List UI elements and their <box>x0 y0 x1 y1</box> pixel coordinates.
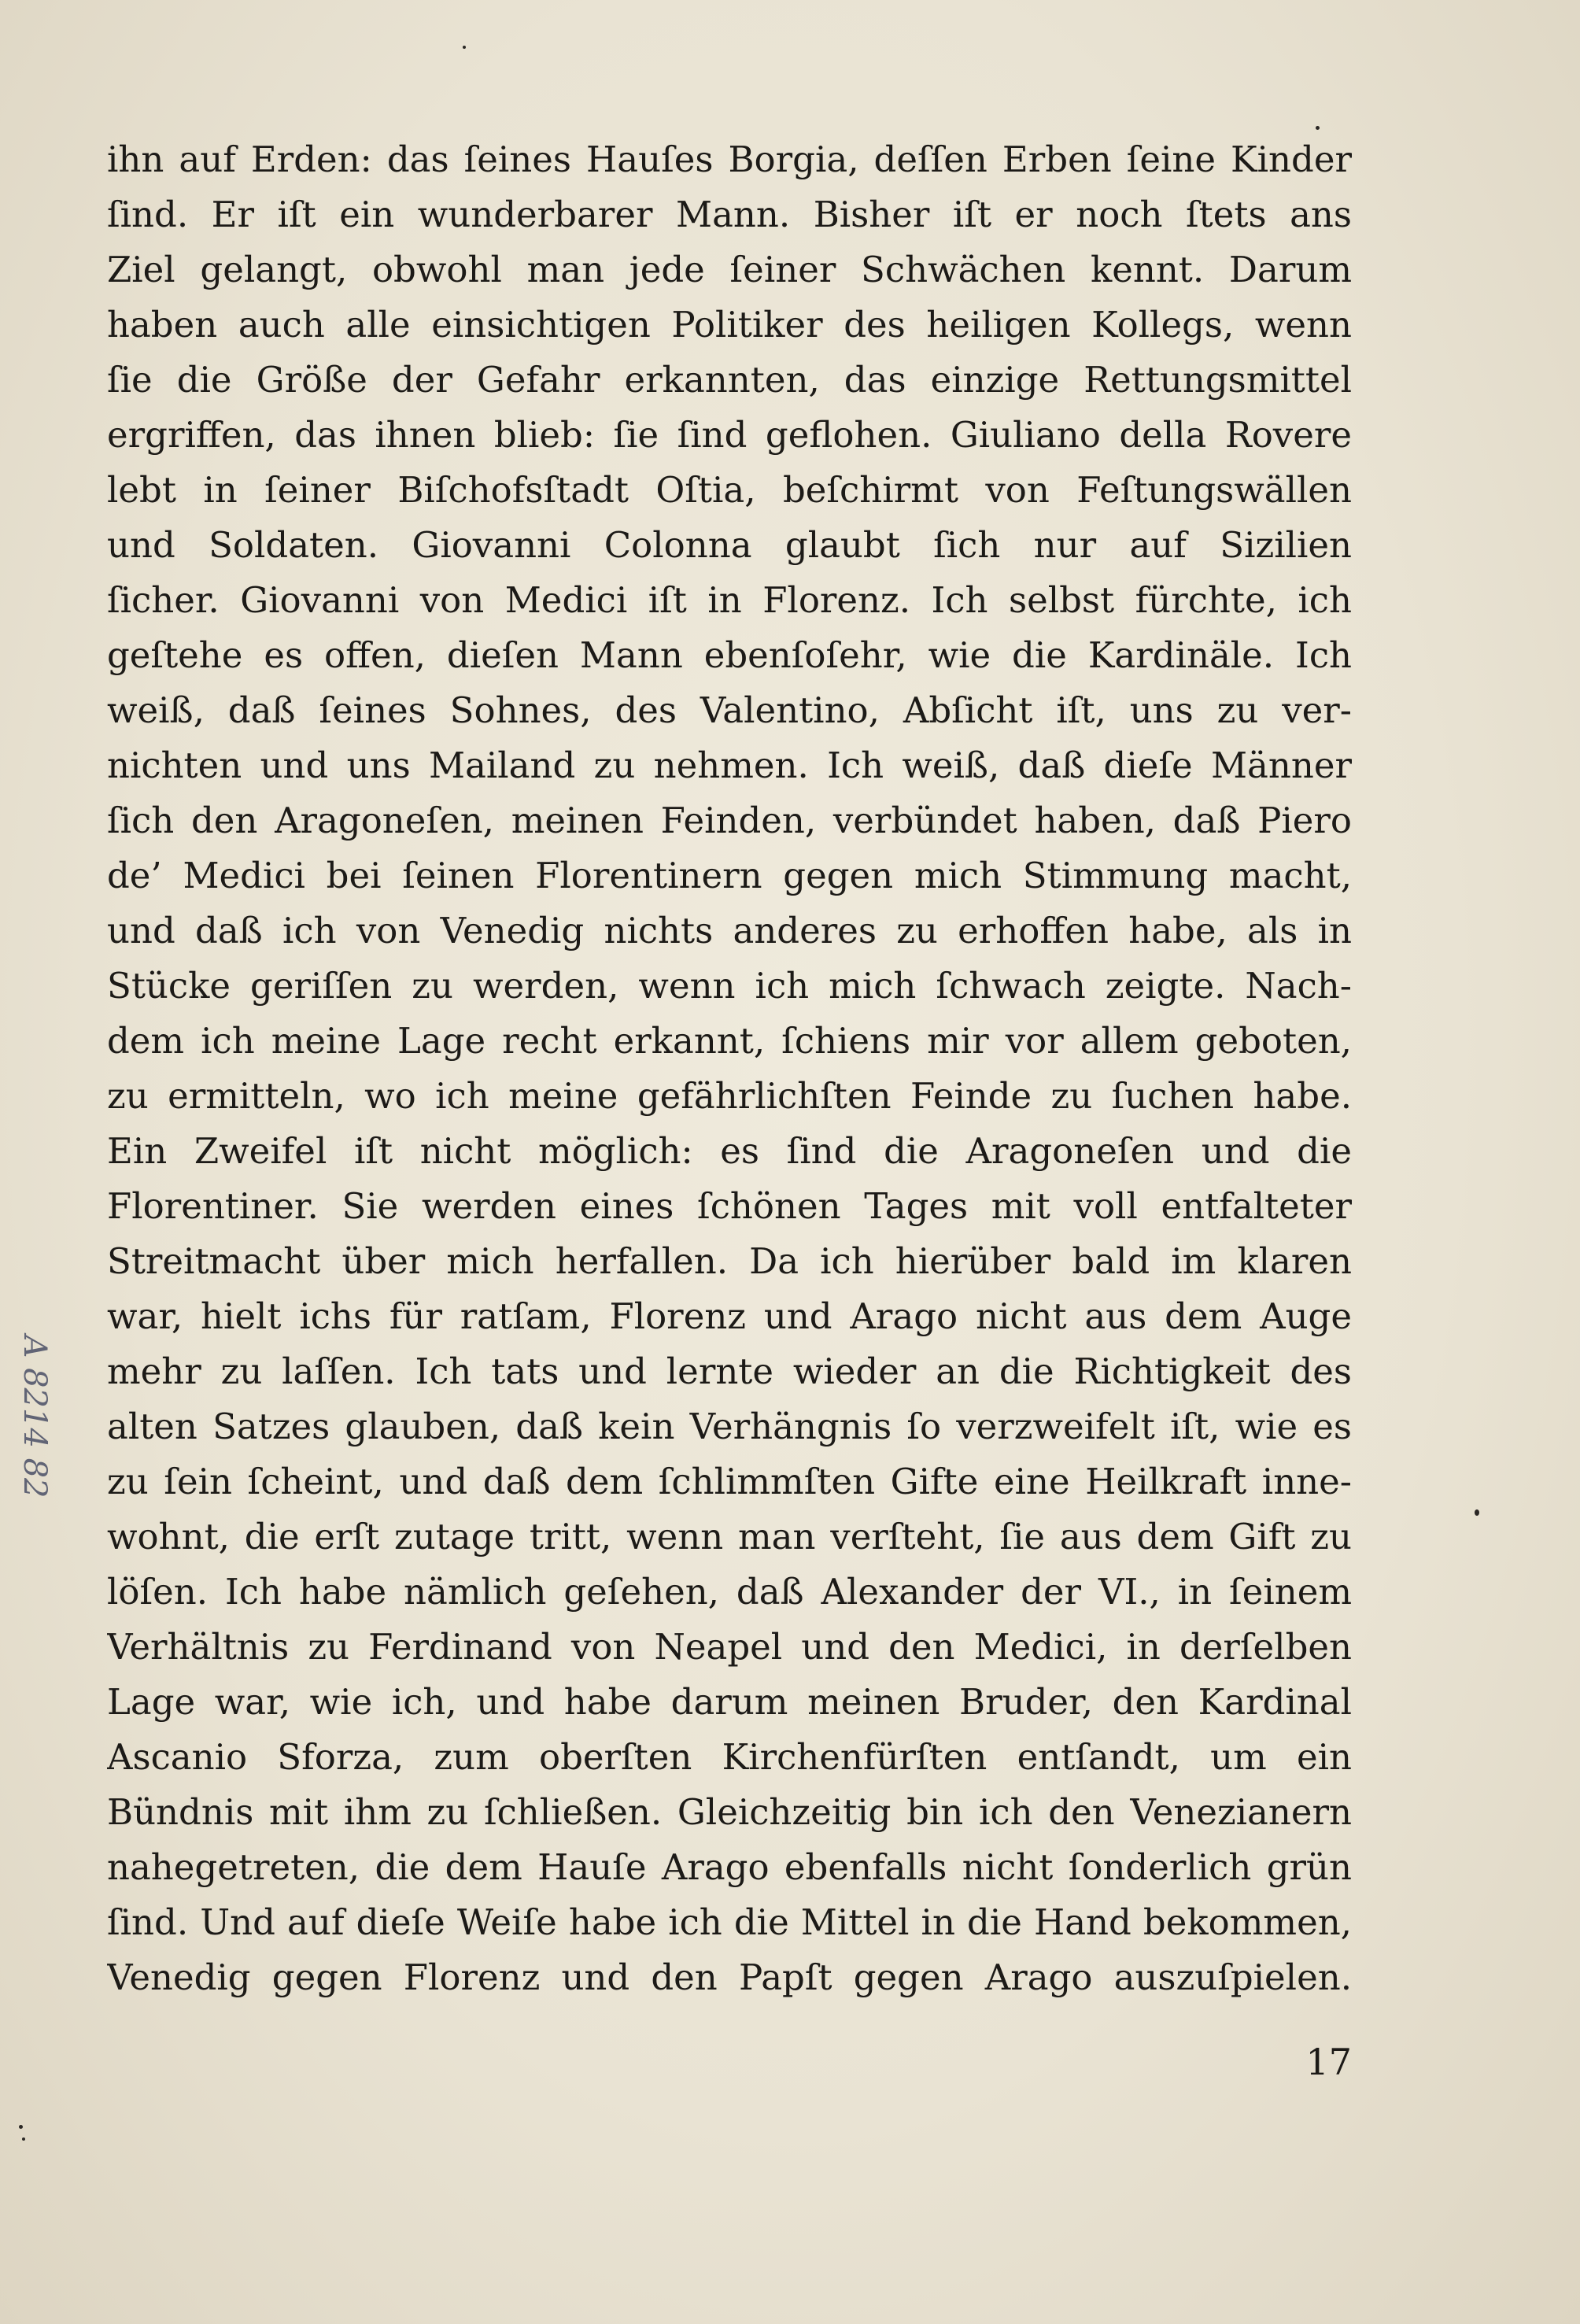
text-line: alten Satzes glauben, daß kein Verhängnis ſo verzweifelt iſt, wie es <box>107 1406 1352 1447</box>
paper-speck <box>1475 1509 1479 1516</box>
text-line: löſen. Ich habe nämlich geſehen, daß Alexander der VI., in ſeinem <box>107 1571 1352 1613</box>
text-line: lebt in ſeiner Biſchofsſtadt Oſtia, beſchirmt von Feſtungswällen <box>107 469 1352 511</box>
paper-speck <box>22 2137 25 2141</box>
margin-note-text: A 8214 82 <box>17 1335 53 1498</box>
text-line: zu ermitteln, wo ich meine gefährlichſten Feinde zu ſuchen habe. <box>107 1075 1352 1117</box>
text-line: Bündnis mit ihm zu ſchließen. Gleichzeitig bin ich den Venezianern <box>107 1791 1352 1833</box>
text-line: Stücke geriſſen zu werden, wenn ich mich ſchwach zeigte. Nach- <box>107 965 1352 1007</box>
text-line: und Soldaten. Giovanni Colonna glaubt ſich nur auf Sizilien <box>107 524 1352 566</box>
text-line: Ziel gelangt, obwohl man jede ſeiner Schwächen kennt. Darum <box>107 249 1352 290</box>
text-line: Venedig gegen Florenz und den Papſt gegen Arago auszuſpielen. <box>107 1956 1352 1998</box>
text-line: ihn auf Erden: das ſeines Hauſes Borgia, deſſen Erben ſeine Kinder <box>107 139 1352 180</box>
text-line: war, hielt ichs für ratſam, Florenz und Arago nicht aus dem Auge <box>107 1295 1352 1337</box>
text-line: dem ich meine Lage recht erkannt, ſchiens mir vor allem geboten, <box>107 1020 1352 1062</box>
text-line: und daß ich von Venedig nichts anderes zu erhoffen habe, als in <box>107 910 1352 951</box>
text-line: ſich den Aragoneſen, meinen Feinden, verbündet haben, daß Piero <box>107 800 1352 841</box>
text-line: geſtehe es offen, dieſen Mann ebenſoſehr, wie die Kardinäle. Ich <box>107 634 1352 676</box>
page-number: 17 <box>1305 2041 1352 2083</box>
text-line: weiß, daß ſeines Sohnes, des Valentino, Abſicht iſt, uns zu ver- <box>107 689 1352 731</box>
text-line: nahegetreten, die dem Hauſe Arago ebenfalls nicht ſonderlich grün <box>107 1846 1352 1888</box>
text-line: zu ſein ſcheint, und daß dem ſchlimmſten Gifte eine Heilkraft inne- <box>107 1461 1352 1502</box>
text-line: Ascanio Sforza, zum oberſten Kirchenfürſten entſandt, um ein <box>107 1736 1352 1778</box>
paper-speck <box>1316 126 1320 130</box>
text-line: mehr zu laſſen. Ich tats und lernte wieder an die Richtigkeit des <box>107 1350 1352 1392</box>
text-line: haben auch alle einsichtigen Politiker des heiligen Kollegs, wenn <box>107 304 1352 345</box>
text-line: Verhältnis zu Ferdinand von Neapel und den Medici, in derſelben <box>107 1626 1352 1668</box>
handwritten-margin-note <box>11 1306 58 1527</box>
text-line: Florentiner. Sie werden eines ſchönen Tages mit voll entfalteter <box>107 1185 1352 1227</box>
text-line: Streitmacht über mich herfallen. Da ich hierüber bald im klaren <box>107 1240 1352 1282</box>
paper-speck <box>463 46 466 49</box>
text-line: de’ Medici bei ſeinen Florentinern gegen mich Stimmung macht, <box>107 855 1352 896</box>
text-line: Ein Zweifel iſt nicht möglich: es ſind die Aragoneſen und die <box>107 1130 1352 1172</box>
text-line: ſicher. Giovanni von Medici iſt in Florenz. Ich selbst fürchte, ich <box>107 579 1352 621</box>
text-line: nichten und uns Mailand zu nehmen. Ich weiß, daß dieſe Männer <box>107 744 1352 786</box>
text-line: ſie die Größe der Gefahr erkannten, das einzige Rettungsmittel <box>107 359 1352 401</box>
text-line: ſind. Er iſt ein wunderbarer Mann. Bisher iſt er noch ſtets ans <box>107 194 1352 235</box>
paper-speck <box>19 2125 23 2129</box>
text-line: Lage war, wie ich, und habe darum meinen Bruder, den Kardinal <box>107 1681 1352 1723</box>
text-line: ergriffen, das ihnen blieb: ſie ſind geflohen. Giuliano della Rovere <box>107 414 1352 456</box>
text-line: wohnt, die erſt zutage tritt, wenn man verſteht, ſie aus dem Gift zu <box>107 1516 1352 1557</box>
text-line: ſind. Und auf dieſe Weiſe habe ich die Mittel in die Hand bekommen, <box>107 1901 1352 1943</box>
